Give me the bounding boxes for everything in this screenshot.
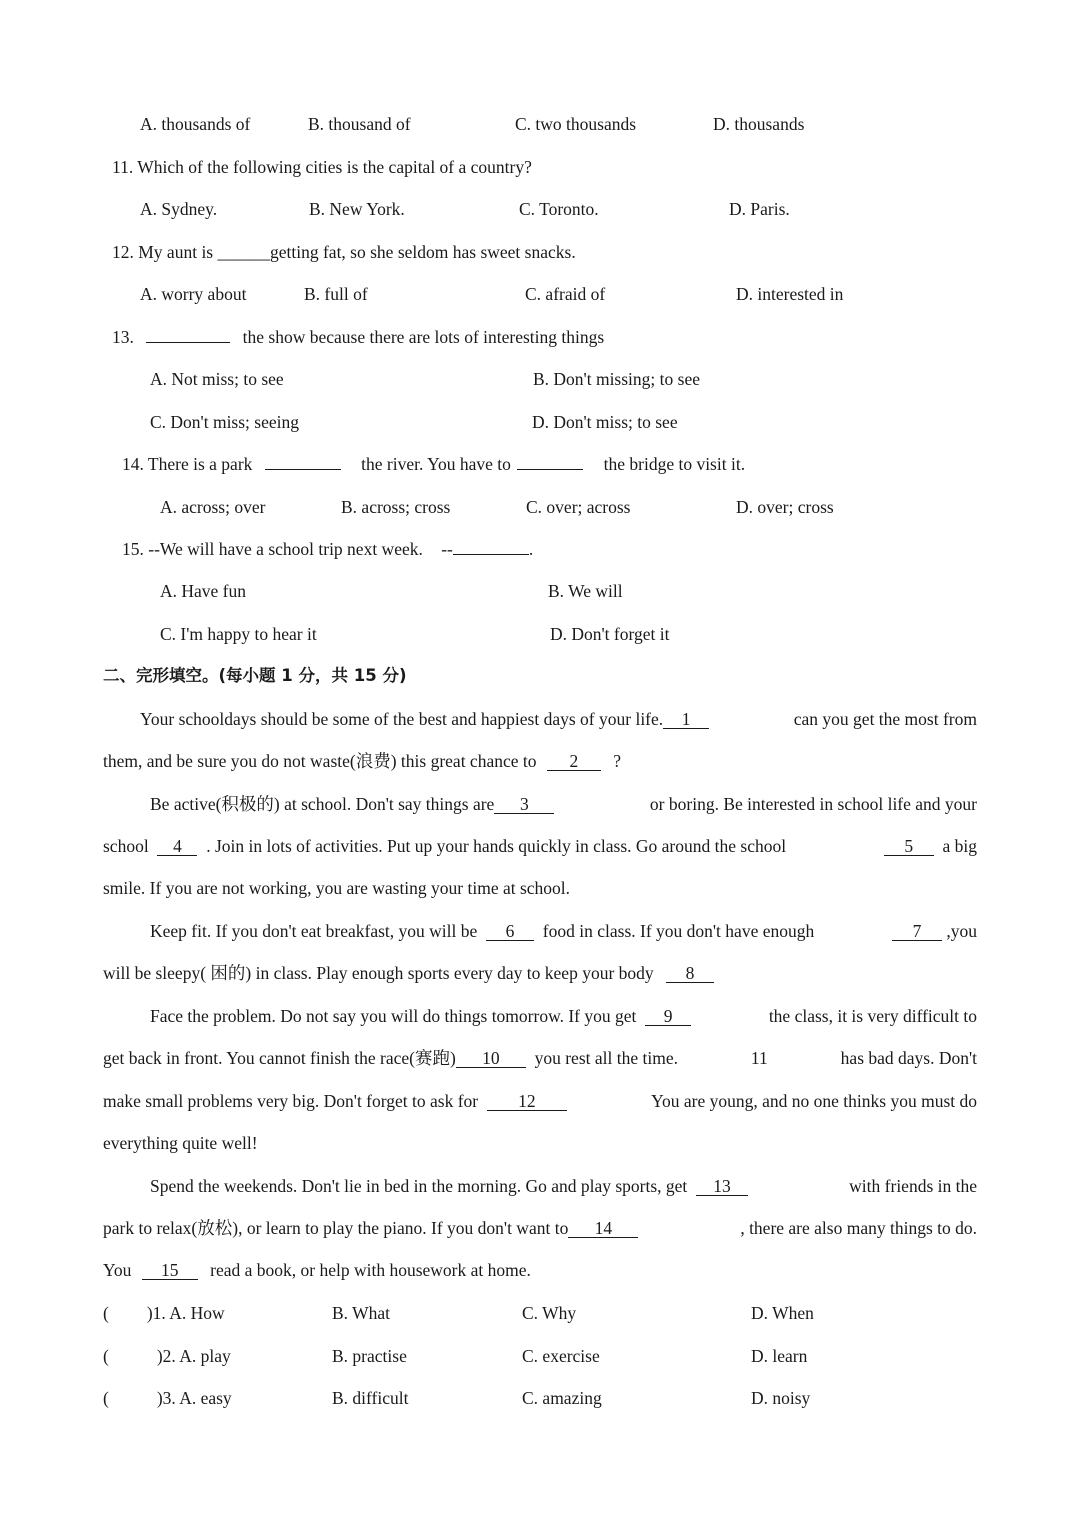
answer-paren-open: (	[103, 1303, 109, 1323]
blank-6: 6	[486, 922, 534, 941]
q15-dash: --	[441, 539, 453, 559]
passage-line-14	[103, 1259, 531, 1281]
passage-text: or boring. Be interested in school life and your	[649, 794, 977, 814]
q10-option-a: A. thousands of	[140, 114, 251, 134]
blank-11: 11	[750, 1048, 768, 1068]
q14-option-d: D. over; cross	[736, 497, 834, 517]
q11-stem: 11. Which of the following cities is the capital of a country?	[112, 157, 532, 177]
q15-option-c: C. I'm happy to hear it	[160, 624, 317, 644]
answer-1-option-d: D. When	[751, 1303, 814, 1323]
passage-text: 5 a big	[884, 835, 977, 857]
answer-3-option-c: C. amazing	[522, 1388, 602, 1408]
passage-text: ?	[613, 751, 622, 771]
q11-option-b: B. New York.	[309, 199, 405, 219]
q12-option-b: B. full of	[304, 284, 368, 304]
passage-text: get back in front. You cannot finish the race(赛跑) 10 you rest all the time.	[103, 1048, 678, 1068]
q15-stem	[122, 538, 533, 560]
answer-3-option-b: B. difficult	[332, 1388, 409, 1408]
blank-5: 5	[884, 837, 934, 856]
passage-line-6	[150, 920, 977, 942]
blank-4: 4	[157, 837, 197, 856]
passage-line-7	[103, 962, 714, 984]
answer-1-option-b: B. What	[332, 1303, 391, 1323]
answer-row-2	[103, 1345, 231, 1367]
passage-line-12	[150, 1175, 977, 1197]
answer-paren-open: (	[103, 1346, 109, 1366]
passage-text: Be active(积极的) at school. Don't say things are 3	[150, 793, 554, 815]
q13-option-d: D. Don't miss; to see	[532, 412, 678, 432]
q14-stem-post: the bridge to visit it.	[603, 454, 746, 474]
q15-option-a: A. Have fun	[160, 581, 247, 601]
answer-paren-open: (	[103, 1388, 109, 1408]
blank-8: 8	[666, 964, 714, 983]
answer-number: )3.	[156, 1388, 176, 1408]
answer-number: )2.	[156, 1346, 176, 1366]
q12-stem	[112, 241, 576, 263]
blank-12: 12	[487, 1092, 567, 1111]
passage-text: with friends in the	[849, 1176, 977, 1196]
passage-text: , there are also many things to do.	[740, 1218, 977, 1238]
passage-text: You are young, and no one thinks you must do	[651, 1091, 977, 1111]
passage-line-9	[103, 1047, 977, 1069]
blank-9: 9	[645, 1007, 691, 1026]
passage-text: park to relax(放松), or learn to play the piano. If you don't want to 14	[103, 1217, 638, 1239]
passage-text: Your schooldays should be some of the best and happiest days of your life. 1	[140, 708, 709, 730]
passage-line-2	[103, 750, 621, 772]
blank-14: 14	[568, 1219, 638, 1238]
answer-option-a: A. easy	[179, 1388, 232, 1408]
passage-line-5: smile. If you are not working, you are wasting your time at school.	[103, 878, 571, 898]
passage-line-10	[103, 1090, 977, 1112]
passage-text: Face the problem. Do not say you will do things tomorrow. If you get 9	[150, 1005, 691, 1027]
q14-stem-mid: the river. You have to	[361, 454, 511, 474]
q12-stem-post: getting fat, so she seldom has sweet snacks.	[270, 242, 576, 262]
answer-option-a: A. How	[169, 1303, 225, 1323]
answer-2-option-c: C. exercise	[522, 1346, 600, 1366]
blank-10: 10	[456, 1049, 526, 1068]
passage-line-3	[150, 793, 977, 815]
q13-number: 13.	[112, 327, 134, 347]
q10-option-c: C. two thousands	[515, 114, 637, 134]
blank-2: 2	[547, 752, 601, 771]
q12-option-a: A. worry about	[140, 284, 247, 304]
q10-option-b: B. thousand of	[308, 114, 411, 134]
blank-13: 13	[696, 1177, 748, 1196]
answer-2-option-d: D. learn	[751, 1346, 808, 1366]
passage-line-13	[103, 1217, 977, 1239]
passage-text: can you get the most from	[793, 709, 977, 729]
q15-stem-pre: 15. --We will have a school trip next week.	[122, 539, 423, 559]
passage-text: make small problems very big. Don't forget to ask for 12	[103, 1090, 567, 1112]
blank-7: 7	[892, 922, 942, 941]
q10-option-d: D. thousands	[713, 114, 805, 134]
q14-stem	[122, 453, 745, 475]
answer-1-option-c: C. Why	[522, 1303, 577, 1323]
passage-text: You	[103, 1260, 132, 1280]
q15-option-d: D. Don't forget it	[550, 624, 670, 644]
answer-option-a: A. play	[179, 1346, 231, 1366]
q15-option-b: B. We will	[548, 581, 623, 601]
passage-text: the class, it is very difficult to	[768, 1006, 977, 1026]
q13-blank	[146, 342, 230, 343]
passage-text: Spend the weekends. Don't lie in bed in the morning. Go and play sports, get 13	[150, 1175, 748, 1197]
passage-line-1	[140, 708, 977, 730]
q13-stem-post: the show because there are lots of interesting things	[242, 327, 605, 347]
q11-option-c: C. Toronto.	[519, 199, 599, 219]
passage-text: school 4 . Join in lots of activities. Put up your hands quickly in class. Go around the school	[103, 836, 787, 856]
answer-number: )1.	[146, 1303, 166, 1323]
passage-line-11: everything quite well!	[103, 1133, 258, 1153]
q13-option-b: B. Don't missing; to see	[533, 369, 700, 389]
answer-row-1	[103, 1302, 225, 1324]
q14-blank-2	[517, 469, 583, 470]
q14-blank-1	[265, 469, 341, 470]
passage-text: has bad days. Don't	[840, 1048, 977, 1068]
section-2-title: 二、完形填空。(每小题 1 分，共 15 分)	[103, 666, 407, 685]
q15-end: .	[528, 539, 534, 559]
passage-text: will be sleepy( 困的) in class. Play enough sports every day to keep your body	[103, 963, 654, 983]
passage-text: them, and be sure you do not waste(浪费) this great chance to	[103, 751, 537, 771]
answer-2-option-b: B. practise	[332, 1346, 407, 1366]
q14-option-c: C. over; across	[526, 497, 631, 517]
blank-1: 1	[663, 710, 709, 729]
answer-row-3	[103, 1387, 232, 1409]
q12-option-c: C. afraid of	[525, 284, 606, 304]
q13-option-c: C. Don't miss; seeing	[150, 412, 299, 432]
blank-15: 15	[142, 1261, 198, 1280]
passage-text: 7 ,you	[892, 920, 977, 942]
blank-3: 3	[494, 795, 554, 814]
q14-option-b: B. across; cross	[341, 497, 451, 517]
q11-option-a: A. Sydney.	[140, 199, 218, 219]
q15-blank	[453, 554, 529, 555]
q13-option-a: A. Not miss; to see	[150, 369, 284, 389]
passage-line-4	[103, 835, 977, 857]
q12-option-d: D. interested in	[736, 284, 844, 304]
q14-stem-pre: 14. There is a park	[122, 454, 253, 474]
passage-line-8	[150, 1005, 977, 1027]
q12-stem-pre: 12. My aunt is	[112, 242, 218, 262]
q12-blank: ______	[217, 242, 270, 262]
q14-option-a: A. across; over	[160, 497, 266, 517]
q11-option-d: D. Paris.	[729, 199, 790, 219]
q13-stem	[112, 326, 604, 348]
answer-3-option-d: D. noisy	[751, 1388, 811, 1408]
passage-text: Keep fit. If you don't eat breakfast, you will be 6 food in class. If you don't have enough	[150, 921, 815, 941]
passage-text: read a book, or help with housework at home.	[210, 1260, 531, 1280]
